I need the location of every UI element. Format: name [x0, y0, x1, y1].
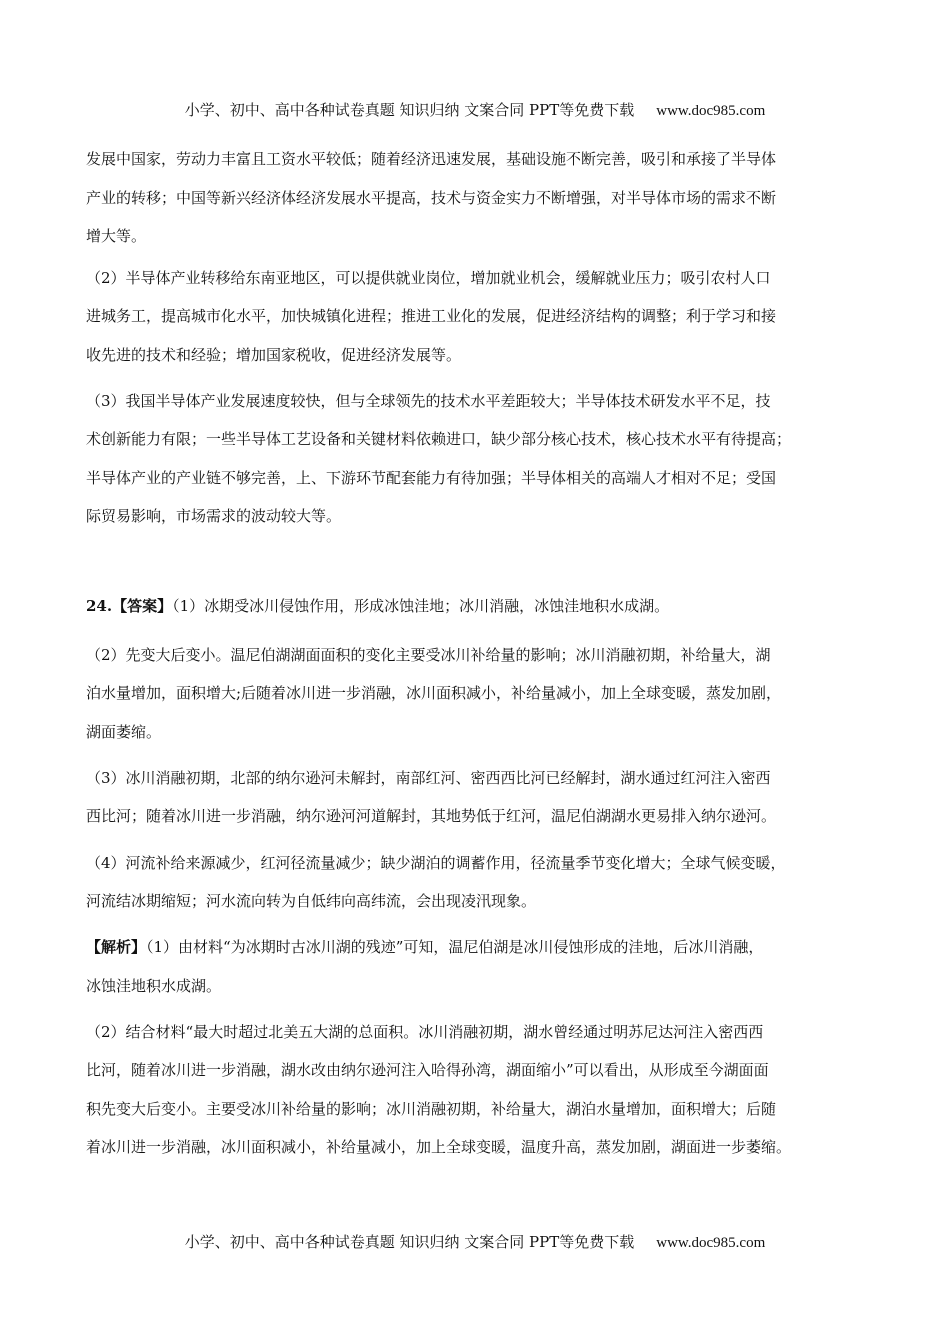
paragraph-line: 收先进的技术和经验；增加国家税收，促进经济发展等。 [86, 346, 462, 364]
paragraph-line: 西比河；随着冰川进一步消融，纳尔逊河河道解封，其地势低于红河，温尼伯湖湖水更易排入纳尔逊河。 [86, 807, 777, 825]
answer-label: 24.【答案】 [86, 597, 173, 615]
paragraph-line: （3）我国半导体产业发展速度较快，但与全球领先的技术水平差距较大；半导体技术研发水平不足，技 [86, 392, 771, 410]
paragraph-line: （4）河流补给来源减少，红河径流量减少；缺少湖泊的调蓄作用，径流量季节变化增大；全球气候变暖， [86, 854, 786, 872]
header-text: 小学、初中、高中各种试卷真题 知识归纳 文案合同 PPT等免费下载 [184, 101, 635, 119]
answer-line: 24.【答案】（1）冰期受冰川侵蚀作用，形成冰蚀洼地；冰川消融，冰蚀洼地积水成湖。 [86, 597, 670, 615]
header-site: www.doc985.com [656, 103, 766, 119]
paragraph-line: 半导体产业的产业链不够完善，上、下游环节配套能力有待加强；半导体相关的高端人才相对不足；受国 [86, 469, 777, 487]
paragraph-line: （3）冰川消融初期，北部的纳尔逊河未解封，南部红河、密西西比河已经解封，湖水通过红河注入密西 [86, 769, 771, 787]
paragraph-line: （2）半导体产业转移给东南亚地区，可以提供就业岗位，增加就业机会，缓解就业压力；吸引农村人口 [86, 269, 771, 287]
paragraph-line: （2）结合材料“最大时超过北美五大湖的总面积。冰川消融初期，湖水曾经通过明苏尼达河注入密西西 [86, 1023, 764, 1041]
page-footer [0, 1232, 950, 1253]
paragraph-line: （2）先变大后变小。温尼伯湖湖面面积的变化主要受冰川补给量的影响；冰川消融初期，补给量大，湖 [86, 646, 771, 664]
paragraph-line: 增大等。 [86, 227, 147, 245]
paragraph-line: 泊水量增加，面积增大;后随着冰川进一步消融，冰川面积减小，补给量减小，加上全球变暖，蒸发加剧， [86, 684, 782, 702]
paragraph-line: 术创新能力有限；一些半导体工艺设备和关键材料依赖进口，缺少部分核心技术，核心技术水平有待提高； [86, 430, 792, 448]
paragraph-line: 比河，随着冰川进一步消融，湖水改由纳尔逊河注入哈得孙湾，湖面缩小”可以看出，从形成至今湖面面 [86, 1061, 769, 1079]
paragraph-line: 冰蚀洼地积水成湖。 [86, 977, 222, 995]
paragraph-line: 着冰川进一步消融，冰川面积减小，补给量减小，加上全球变暖，温度升高，蒸发加剧，湖面进一步萎缩。 [86, 1138, 792, 1156]
paragraph-line: 产业的转移；中国等新兴经济体经济发展水平提高，技术与资金实力不断增强，对半导体市场的需求不断 [86, 189, 777, 207]
paragraph-line: 进城务工，提高城市化水平，加快城镇化进程；推进工业化的发展，促进经济结构的调整；利于学习和接 [86, 307, 777, 325]
paragraph-line: 河流结冰期缩短；河水流向转为自低纬向高纬流，会出现凌汛现象。 [86, 892, 537, 910]
analysis-label: 【解析】 [86, 938, 147, 956]
analysis-line: 【解析】（1）由材料“为冰期时古冰川湖的残迹”可知，温尼伯湖是冰川侵蚀形成的洼地，后冰川消融， [86, 938, 764, 956]
page-header [0, 100, 950, 121]
footer-text: 小学、初中、高中各种试卷真题 知识归纳 文案合同 PPT等免费下载 [184, 1233, 635, 1251]
paragraph-line: 际贸易影响，市场需求的波动较大等。 [86, 507, 342, 525]
paragraph-line: 湖面萎缩。 [86, 723, 162, 741]
footer-site: www.doc985.com [656, 1235, 766, 1251]
paragraph-line: 积先变大后变小。主要受冰川补给量的影响；冰川消融初期，补给量大，湖泊水量增加，面积增大；后随 [86, 1100, 777, 1118]
paragraph-line: 发展中国家，劳动力丰富且工资水平较低；随着经济迅速发展，基础设施不断完善，吸引和承接了半导体 [86, 150, 777, 168]
